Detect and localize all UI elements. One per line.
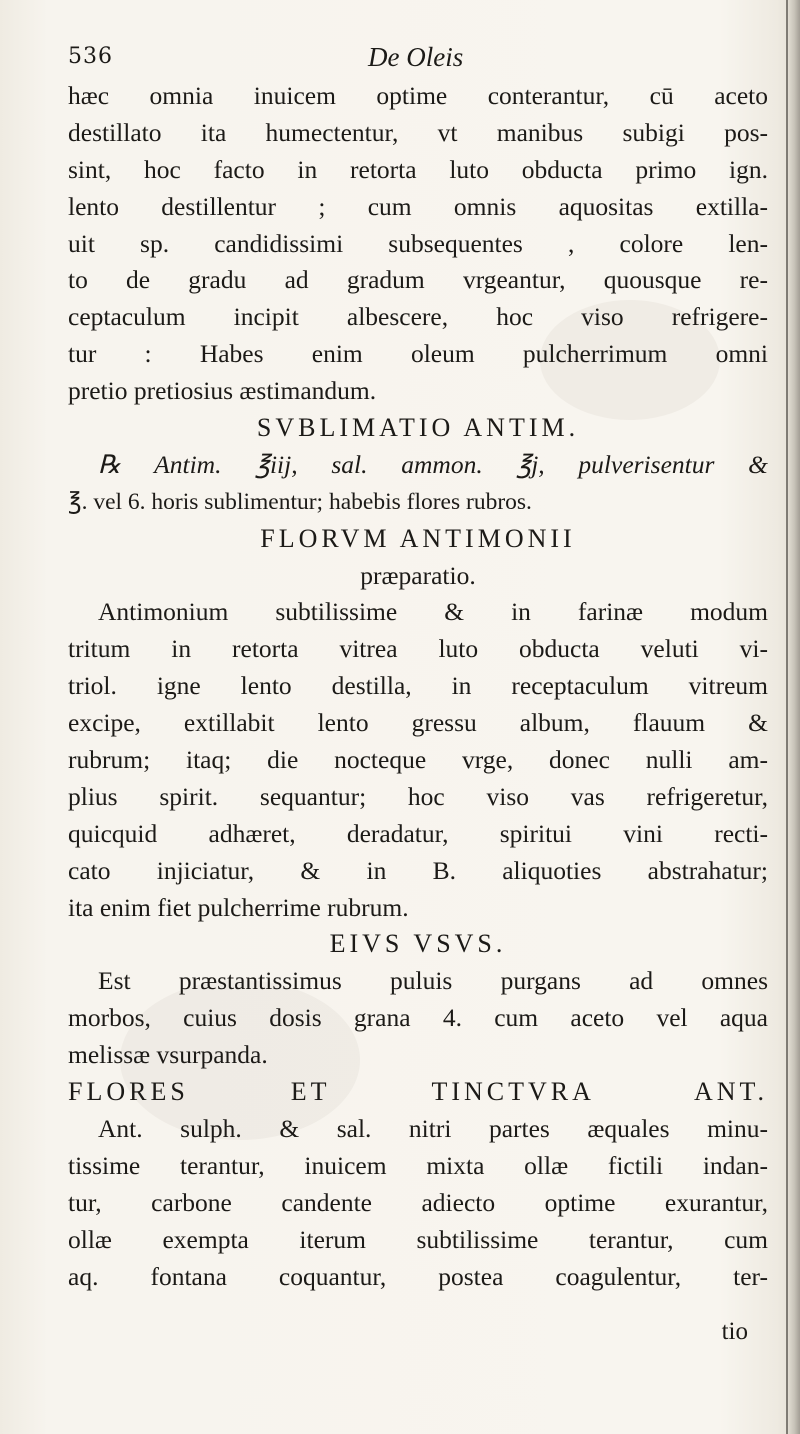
text-line: lento destillentur ; cum omnis aquositas extilla- <box>68 191 768 221</box>
text-line: ita enim fiet pulcherrime rubrum. <box>68 892 409 922</box>
text-line: rubrum; itaq; die nocteque vrge, donec nulli am- <box>68 745 768 775</box>
body-text <box>68 78 768 1295</box>
text-line: ollæ exempta iterum subtilissime terantur, cum <box>68 1224 768 1254</box>
text-line: sint, hoc facto in retorta luto obducta primo ign. <box>68 154 768 184</box>
page-gutter-shadow <box>786 0 800 1434</box>
text-line: Ant. sulph. & sal. nitri partes æquales minu- <box>98 1113 768 1143</box>
text-line: tissime terantur, inuicem mixta ollæ fictili indan- <box>68 1150 768 1180</box>
text-line: Est præstantissimus puluis purgans ad omnes <box>98 966 768 996</box>
text-line: morbos, cuius dosis grana 4. cum aceto vel aqua <box>68 1003 768 1033</box>
text-line: Antimonium subtilissime & in farinæ modum <box>98 597 768 627</box>
text-line: tur : Habes enim oleum pulcherrimum omni <box>68 339 768 369</box>
running-head: De Oleis <box>368 42 464 72</box>
section-heading: SVBLIMATIO ANTIM. <box>256 413 580 443</box>
catchword: tio <box>721 1318 748 1345</box>
text-line: excipe, extillabit lento gressu album, flauum & <box>68 708 768 738</box>
text-line: pretio pretiosius æstimandum. <box>68 376 377 406</box>
text-line: tritum in retorta vitrea luto obducta veluti vi- <box>68 634 768 664</box>
recipe-line: ℞ Antim. ℥iij, sal. ammon. ℥j, pulverisentur & <box>98 449 768 479</box>
text-line: plius spirit. sequantur; hoc viso vas refrigeretur, <box>68 781 768 811</box>
recipe-line: ℥. vel 6. horis sublimentur; habebis flores rubros. <box>68 488 532 515</box>
text-line: quicquid adhæret, deradatur, spiritui vini recti- <box>68 818 768 848</box>
text-line: to de gradu ad gradum vrgeantur, quousque re- <box>68 265 768 295</box>
text-line: destillato ita humectentur, vt manibus subigi pos- <box>68 117 768 147</box>
text-line: hæc omnia inuicem optime conterantur, cū aceto <box>68 81 768 110</box>
text-line: triol. igne lento destilla, in receptaculum vitreum <box>68 671 768 701</box>
section-subheading: præparatio. <box>360 560 476 590</box>
section-heading: FLORES ET TINCTVRA ANT. <box>68 1077 768 1107</box>
section-heading: FLORVM ANTIMONII <box>260 523 576 553</box>
text-line: cato injiciatur, & in B. aliquoties abstrahatur; <box>68 855 768 885</box>
text-line: tur, carbone candente adiecto optime exurantur, <box>68 1187 768 1217</box>
text-line: melissæ vsurpanda. <box>68 1040 268 1070</box>
text-line: ceptaculum incipit albescere, hoc viso refrigere- <box>68 302 768 332</box>
text-line: aq. fontana coquantur, postea coagulentur, ter- <box>68 1261 768 1291</box>
page-number: 536 <box>68 44 113 69</box>
section-heading: EIVS VSVS. <box>329 929 507 959</box>
page-edge-line <box>786 0 788 1434</box>
text-line: uit sp. candidissimi subsequentes , colore len- <box>68 228 768 258</box>
